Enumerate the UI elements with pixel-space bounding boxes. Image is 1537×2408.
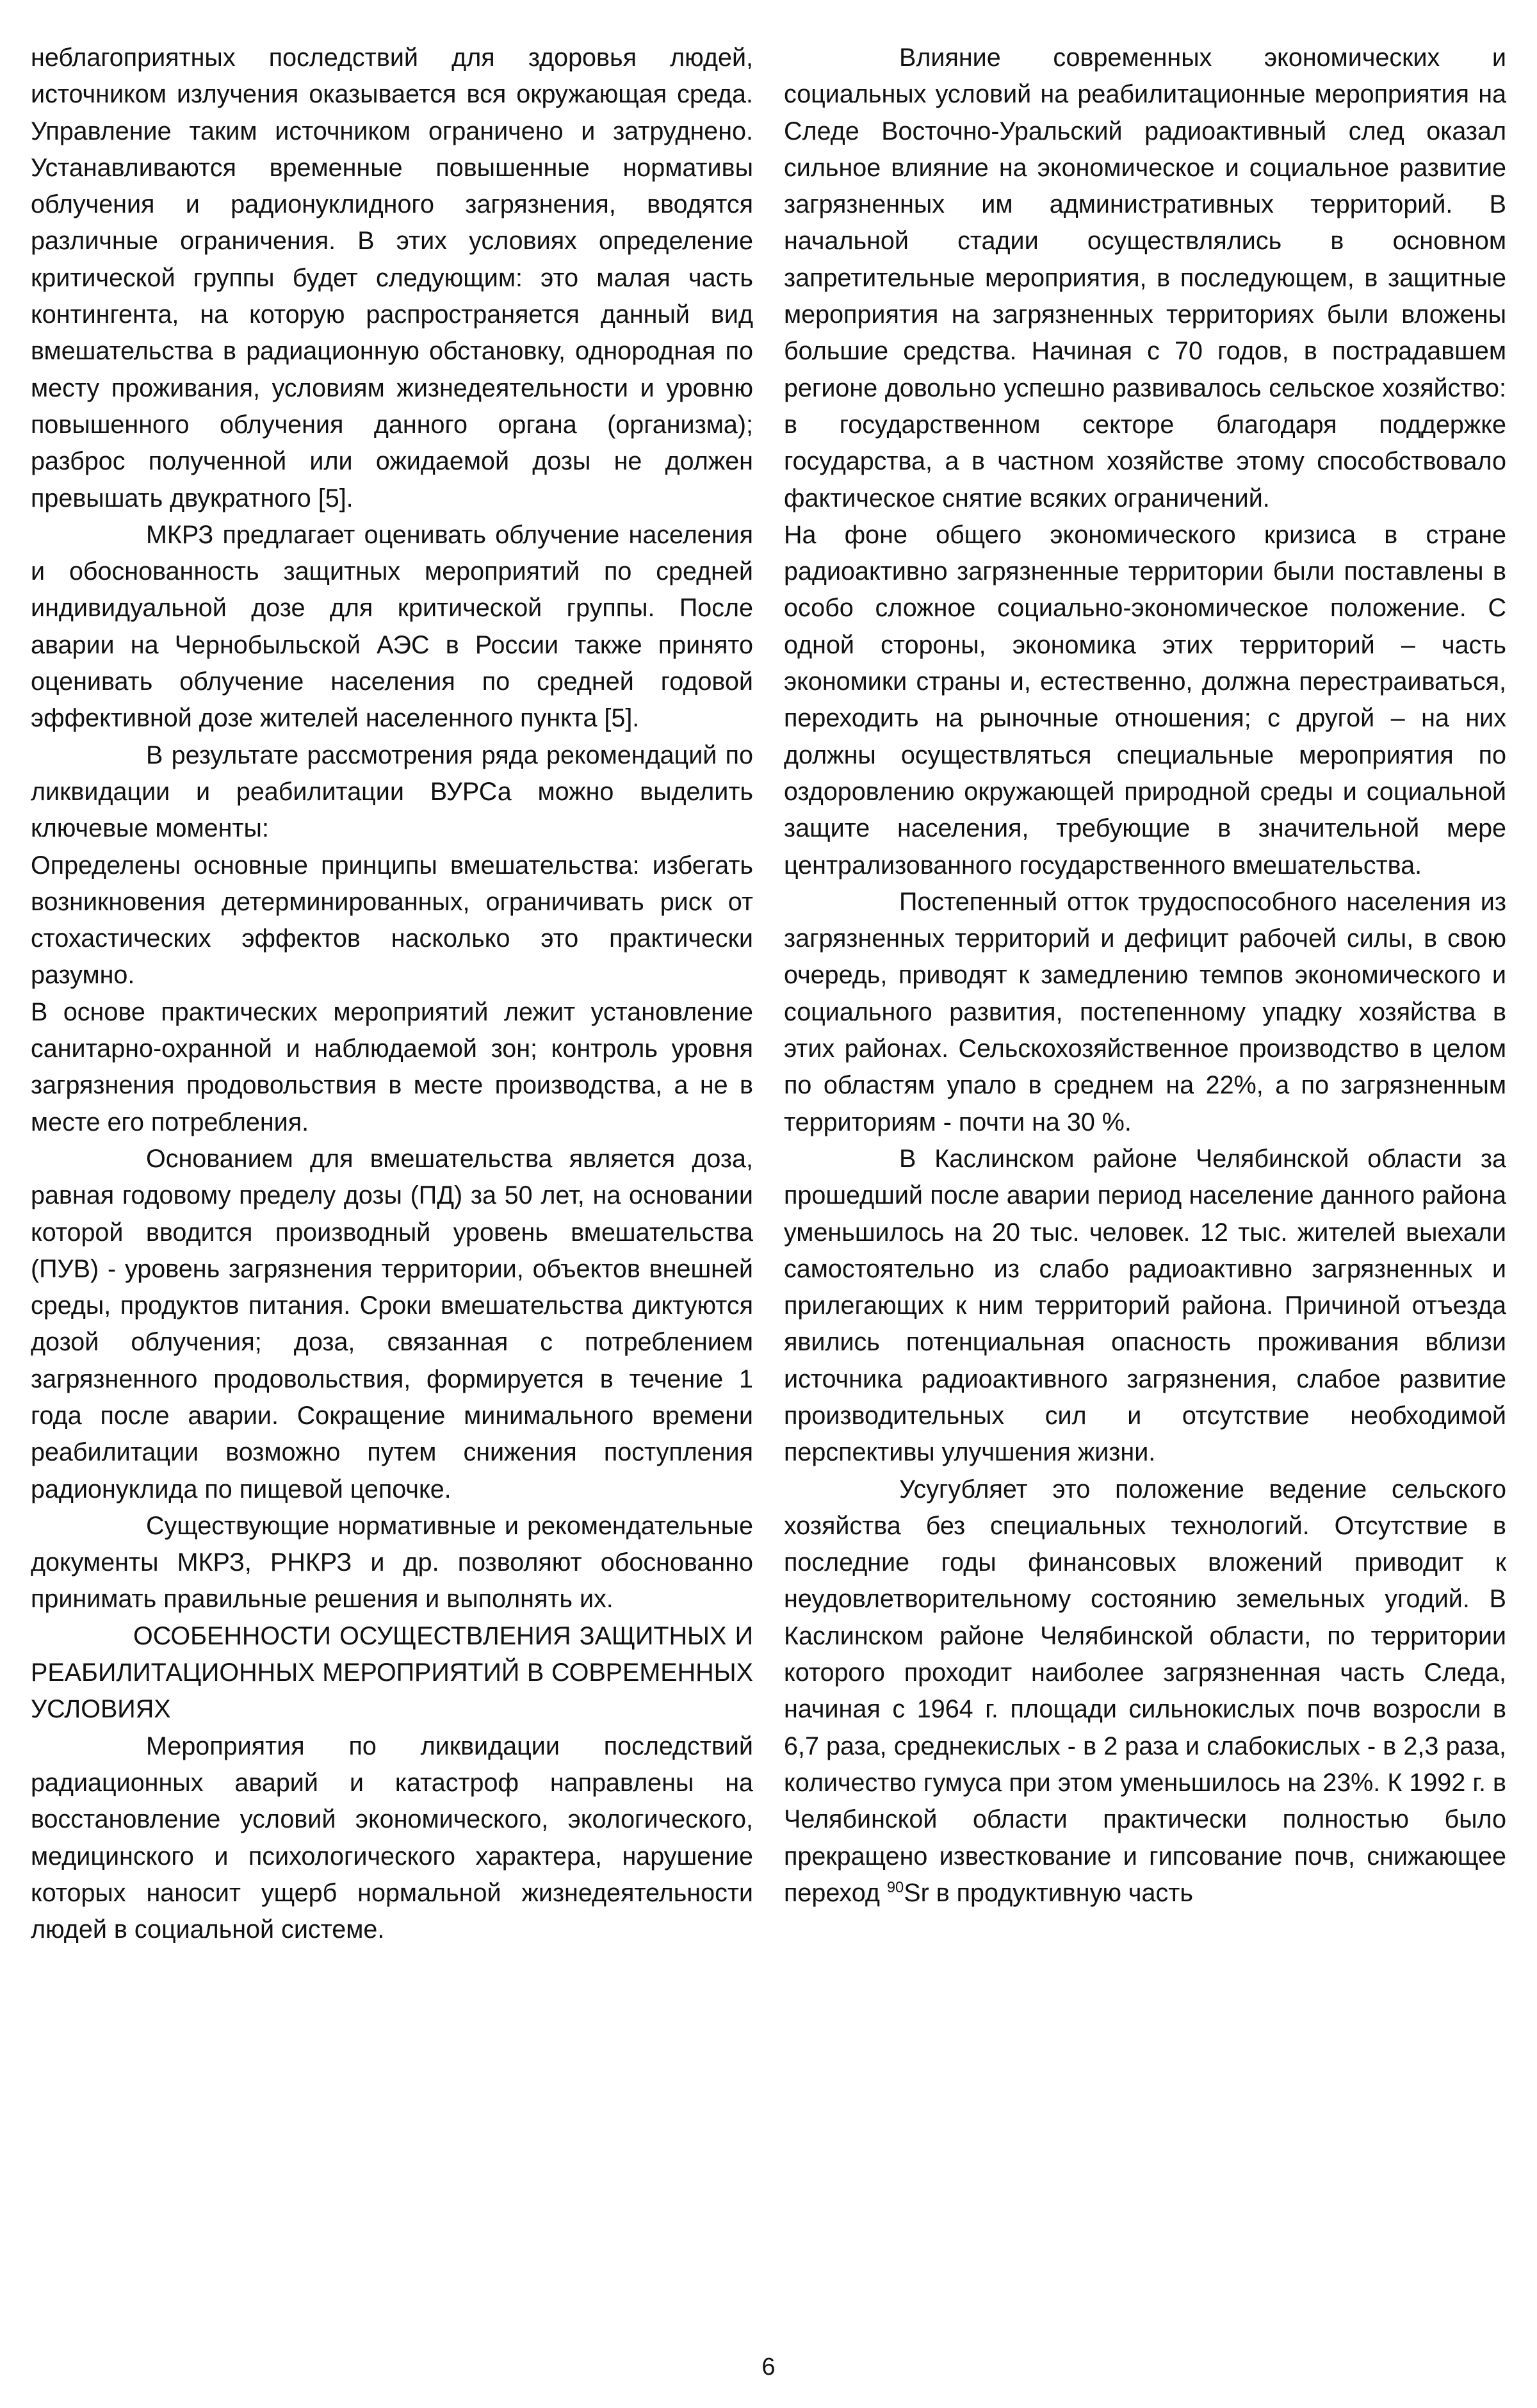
right-column — [784, 40, 1506, 1912]
isotope-mass-number: 90 — [886, 1879, 904, 1896]
paragraph: Влияние современных экономических и социальных условий на реабилитационные мероприятия на Следе Восточно-Уральский радиоактивный след оказал сильное влияние на экономическое и социальное развитие загрязненных им административных территорий. В начальной стадии осуществлялись в основном запретительные мероприятия, в последующем, в защитные мероприятия на загрязненных территориях были вложены большие средства. Начиная с 70 годов, в пострадавшем регионе довольно успешно развивалось сельское хозяйство: в государственном секторе благодаря поддержке государства, а в частном хозяйстве этому способствовало фактическое снятие всяких ограничений. — [784, 44, 1506, 512]
paragraph-text: в продуктивную часть — [929, 1878, 1193, 1907]
paragraph: Постепенный отток трудоспособного населения из загрязненных территорий и дефицит рабочей силы, в свою очередь, приводят к замедлению темпов экономического и социального развития, постепенному упадку хозяйства в этих районах. Сельскохозяйственное производство в целом по областям упало в среднем на 22%, а по загрязненным территориям - почти на 30 %. — [784, 887, 1506, 1136]
paragraph: В основе практических мероприятий лежит установление санитарно-охранной и наблюдаемой зон; контроль уровня загрязнения продовольствия в месте производства, а не в месте его потребления. — [31, 997, 753, 1136]
paragraph: В результате рассмотрения ряда рекомендаций по ликвидации и реабилитации ВУРСа можно выделить ключевые моменты: — [31, 741, 753, 843]
paragraph: Определены основные принципы вмешательства: избегать возникновения детерминированных, ограничивать риск от стохастических эффектов насколько это практически разумно. — [31, 851, 753, 990]
paragraph: В Каслинском районе Челябинской области за прошедший после аварии период население данного района уменьшилось на 20 тыс. человек. 12 тыс. жителей выехали самостоятельно из слабо радиоактивно загрязненных и прилегающих к ним территорий района. Причиной отъезда явились потенциальная опасность проживания вблизи источника радиоактивного загрязнения, слабое развитие производительных сил и отсутствие необходимой перспективы улучшения жизни. — [784, 1144, 1506, 1467]
paragraph: МКРЗ предлагает оценивать облучение населения и обоснованность защитных мероприятий по средней индивидуальной дозе для критической группы. После аварии на Чернобыльской АЭС в России также принято оценивать облучение населения по средней годовой эффективной дозе жителей населенного пункта [5]. — [31, 520, 753, 733]
paragraph-text: Усугубляет это положение ведение сельского хозяйства без специальных технологий. Отсутствие в последние годы финансовых вложений приводит к неудовлетворительному состоянию земельных угодий. В Каслинском районе Челябинской области, по территории которого проходит наиболее загрязненная часть Следа, начиная с 1964 г. площади сильнокислых почв возросли в 6,7 раза, среднекислых - в 2 раза и слабокислых - в 2,3 раза, количество гумуса при этом уменьшилось на 23%. К 1992 г. в Челябинской области практически полностью было прекращено известкование и гипсование почв, снижающее переход — [784, 1475, 1506, 1907]
paragraph — [784, 1471, 1506, 1912]
paragraph: неблагоприятных последствий для здоровья людей, источником излучения оказывается вся окружающая среда. Управление таким источником ограничено и затруднено. Устанавливаются временные повышенные нормативы облучения и радионуклидного загрязнения, вводятся различные ограничения. В этих условиях определение критической группы будет следующим: это малая часть контингента, на которую распространяется данный вид вмешательства в радиационную обстановку, однородная по месту проживания, условиям жизнедеятельности и уровню повышенного облучения данного органа (организма); разброс полученной или ожидаемой дозы не должен превышать двукратного [5]. — [31, 44, 753, 512]
page-number: 6 — [761, 2354, 776, 2380]
paragraph: Мероприятия по ликвидации последствий радиационных аварий и катастроф направлены на восстановление условий экономического, экологического, медицинского и психологического характера, нарушение которых наносит ущерб нормальной жизнедеятельности людей в социальной системе. — [31, 1732, 753, 1944]
paragraph: Существующие нормативные и рекомендательные документы МКРЗ, РНКРЗ и др. позволяют обоснованно принимать правильные решения и выполнять их. — [31, 1511, 753, 1614]
paragraph: На фоне общего экономического кризиса в стране радиоактивно загрязненные территории были поставлены в особо сложное социально-экономическое положение. С одной стороны, экономика этих территорий – часть экономики страны и, естественно, должна перестраиваться, переходить на рыночные отношения; с другой – на них должны осуществляться специальные мероприятия по оздоровлению окружающей природной среды и социальной защите населения, требующие в значительной мере централизованного государственного вмешательства. — [784, 520, 1506, 880]
section-heading: ОСОБЕННОСТИ ОСУЩЕСТВЛЕНИЯ ЗАЩИТНЫХ И РЕАБИЛИТАЦИОННЫХ МЕРОПРИЯТИЙ В СОВРЕМЕННЫХ УСЛОВИЯХ — [31, 1621, 753, 1724]
left-column — [31, 40, 753, 1948]
paragraph: Основанием для вмешательства является доза, равная годовому пределу дозы (ПД) за 50 лет, на основании которой вводится производный уровень вмешательства (ПУВ) - уровень загрязнения территории, объектов внешней среды, продуктов питания. Сроки вмешательства диктуются дозой облучения; доза, связанная с потреблением загрязненного продовольствия, формируется в течение 1 года после аварии. Сокращение минимального времени реабилитации возможно путем снижения поступления радионуклида по пищевой цепочке. — [31, 1144, 753, 1503]
chemical-element: Sr — [904, 1878, 929, 1907]
